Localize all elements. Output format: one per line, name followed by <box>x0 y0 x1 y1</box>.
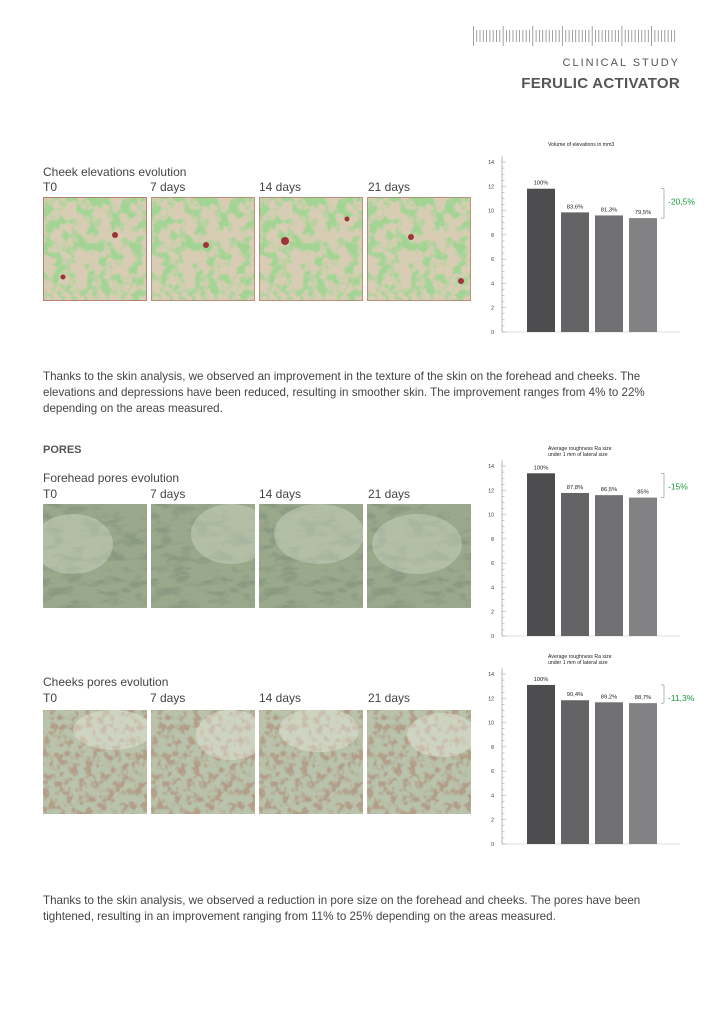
chart-title: Average roughness Ra size under 1 mm of lateral size <box>548 446 612 458</box>
forehead-pores-title: Forehead pores evolution <box>43 471 180 485</box>
y-tick-label: 0 <box>491 330 494 336</box>
bar-21-days <box>629 703 657 844</box>
bar-value-label: 87,8% <box>566 484 584 491</box>
chart-cheeks-pores <box>480 650 700 850</box>
y-tick-label: 6 <box>491 769 494 776</box>
time-label-t0: T0 <box>43 180 58 194</box>
forehead-pores-photo-14d <box>259 504 363 608</box>
outro-paragraph: Thanks to the skin analysis, we observed a reduction in pore size on the forehead and cheeks. The pores have been tightened, resulting in an improvement ranging from 11% to 25% depending on the areas measured. <box>43 894 641 923</box>
forehead-pores-photo-7d <box>151 504 255 608</box>
bar-14-days <box>595 702 623 844</box>
bar-value-label: 81,3% <box>600 207 618 214</box>
y-tick-label: 12 <box>488 488 494 495</box>
bar-21-days <box>629 498 657 636</box>
bar-value-label: 79,5% <box>634 210 652 217</box>
bar-t0 <box>527 685 555 844</box>
time-label-7d: 7 days <box>150 487 186 501</box>
bar-value-label: 86,5% <box>600 487 618 494</box>
chart-title: Volume of elevations in mm3 <box>548 142 615 148</box>
bar-value-label: 83,6% <box>566 204 584 211</box>
y-tick-label: 2 <box>491 305 494 312</box>
delta-label: -15% <box>668 481 688 492</box>
header-label: CLINICAL STUDY <box>562 57 680 69</box>
y-tick-label: 2 <box>491 817 494 824</box>
bar-t0 <box>527 189 555 332</box>
cheek-elevation-photo-t0 <box>43 197 147 301</box>
bar-value-label: 100% <box>533 180 549 187</box>
bar-value-label: 85% <box>637 489 649 496</box>
time-label-21d: 21 days <box>368 487 411 501</box>
intro-paragraph: Thanks to the skin analysis, we observed an improvement in the texture of the skin on the forehead and cheeks. The elevations and depressions have been reduced, resulting in smoother skin. The improvement ranges from 4% to 22% depending on the areas measured. <box>43 370 645 415</box>
bar-value-label: 89,2% <box>600 694 618 701</box>
y-tick-label: 0 <box>491 634 494 640</box>
cheeks-pores-photo-21d <box>367 710 471 814</box>
chart-forehead-pores <box>480 442 700 642</box>
bar-value-label: 88,7% <box>634 695 652 702</box>
y-tick-label: 14 <box>488 160 494 166</box>
y-tick-label: 8 <box>491 536 494 543</box>
y-tick-label: 10 <box>488 512 494 519</box>
y-tick-label: 2 <box>491 609 494 616</box>
cheeks-pores-photo-7d <box>151 710 255 814</box>
header-title: FERULIC ACTIVATOR <box>521 75 680 92</box>
y-tick-label: 14 <box>488 672 494 678</box>
y-tick-label: 0 <box>491 842 494 848</box>
time-label-7d: 7 days <box>150 691 186 705</box>
cheek-elevation-photo-7d <box>151 197 255 301</box>
cheeks-pores-photo-14d <box>259 710 363 814</box>
time-label-14d: 14 days <box>259 487 302 501</box>
cheek-elevation-photo-14d <box>259 197 363 301</box>
y-tick-label: 8 <box>491 744 494 751</box>
y-tick-label: 6 <box>491 257 494 264</box>
bar-value-label: 100% <box>533 676 549 683</box>
cheeks-pores-title: Cheeks pores evolution <box>43 675 169 689</box>
delta-label: -11,3% <box>668 692 695 703</box>
bar-14-days <box>595 215 623 332</box>
time-label-14d: 14 days <box>259 180 302 194</box>
time-label-21d: 21 days <box>368 691 411 705</box>
y-tick-label: 4 <box>491 585 494 592</box>
time-label-t0: T0 <box>43 691 58 705</box>
time-label-21d: 21 days <box>368 180 411 194</box>
y-tick-label: 10 <box>488 208 494 215</box>
bar-7-days <box>561 700 589 844</box>
y-tick-label: 12 <box>488 184 494 191</box>
chart-elevations <box>480 138 700 338</box>
time-label-14d: 14 days <box>259 691 302 705</box>
y-tick-label: 14 <box>488 464 494 470</box>
forehead-pores-photo-t0 <box>43 504 147 608</box>
cheeks-pores-photo-t0 <box>43 710 147 814</box>
bar-t0 <box>527 473 555 636</box>
pores-heading: PORES <box>43 444 82 456</box>
bar-14-days <box>595 495 623 636</box>
time-label-t0: T0 <box>43 487 58 501</box>
forehead-pores-photo-21d <box>367 504 471 608</box>
y-tick-label: 12 <box>488 696 494 703</box>
cheek-elevation-photo-21d <box>367 197 471 301</box>
delta-label: -20,5% <box>668 196 695 207</box>
y-tick-label: 10 <box>488 720 494 727</box>
y-tick-label: 8 <box>491 232 494 239</box>
barcode-graphic <box>471 26 681 46</box>
time-label-7d: 7 days <box>150 180 186 194</box>
y-tick-label: 4 <box>491 793 494 800</box>
bar-7-days <box>561 493 589 636</box>
y-tick-label: 6 <box>491 561 494 568</box>
y-tick-label: 4 <box>491 281 494 288</box>
bar-7-days <box>561 212 589 332</box>
bar-value-label: 100% <box>533 465 549 472</box>
chart-title: Average roughness Ra size under 1 mm of lateral size <box>548 654 612 666</box>
cheek-elevations-title: Cheek elevations evolution <box>43 165 187 179</box>
bar-21-days <box>629 218 657 332</box>
bar-value-label: 90,4% <box>566 692 584 699</box>
